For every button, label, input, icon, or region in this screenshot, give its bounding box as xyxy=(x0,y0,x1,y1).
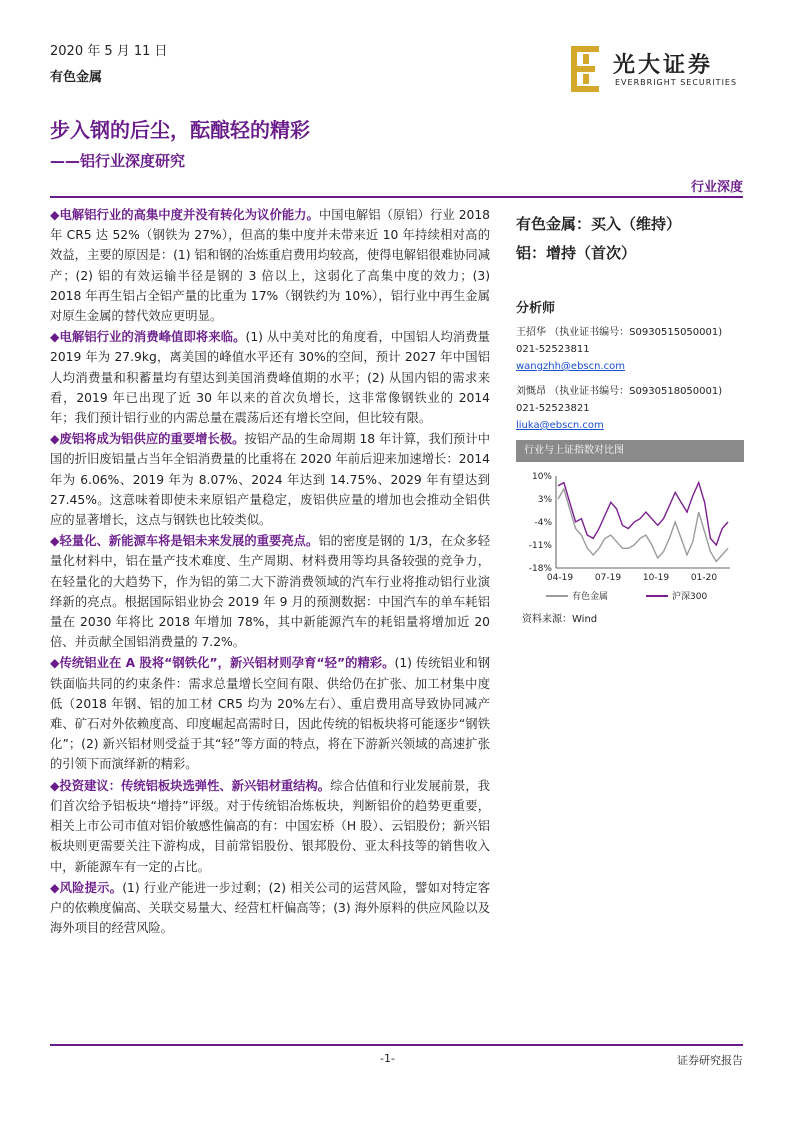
page-number: -1- xyxy=(380,1052,395,1065)
analyst-name: 刘慨昂 xyxy=(516,386,546,397)
company-logo xyxy=(567,44,747,94)
paragraph-lead: ◆电解铝行业的消费峰值即将来临。 xyxy=(50,330,246,345)
chart-source: 资料来源：Wind xyxy=(522,614,598,625)
paragraph xyxy=(50,327,490,428)
paragraph-text: (1) 传统铝业和钢铁面临共同的约束条件：需求总量增长空间有限、供给仍在扩张、加工材集中度低（2018 年钢、铝的加工材 CR5 均为 20%左右）、重启费用高导致协同减产难、矿石对外依赖度高、印度崛起高需时日，因此传统的铝板块将可能逐步“钢铁化”；(2) 新兴铝材则受益于其“轻”等方面的特点，将在下游新兴领域的高速扩张的引领下而演绎新的精彩。 xyxy=(50,656,490,772)
logo-mark-icon xyxy=(567,44,607,94)
sector-label: 有色金属 xyxy=(50,70,103,85)
analyst-cert: （执业证书编号：S0930515050001) xyxy=(549,327,723,338)
y-tick-label: -4% xyxy=(534,518,552,528)
analyst-email-link[interactable]: liuka@ebscn.com xyxy=(516,420,604,431)
paragraph-text: 中国电解铝（原铝）行业 2018 年 CR5 达 52%（钢铁为 27%），但高的集中度并未带来近 10 年持续相对高的效益，主要的原因是：(1) 铝和钢的冶炼重启费用均较高，使得电解铝很难协同减产；(2) 铝的有效运输半径是钢的 3 倍以上，这弱化了高集中度的效力；(3) 2018 年再生铝占全铝产量的比重为 17%（钢铁约为 10%），铝行业中再生金属对原生金属的替代效应更明显。 xyxy=(50,208,490,324)
aluminum-rating: 铝：增持（首次） xyxy=(516,244,637,262)
paragraph xyxy=(50,205,490,326)
x-tick-label: 01-20 xyxy=(690,573,718,583)
index-comparison-chart xyxy=(516,440,744,625)
y-tick-label: -18% xyxy=(528,564,552,574)
analyst-cert: （执业证书编号：S0930518050001) xyxy=(549,386,723,397)
x-tick-label: 07-19 xyxy=(594,573,622,583)
legend-label: 沪深300 xyxy=(672,592,708,602)
legend-label: 有色金属 xyxy=(572,592,609,602)
analyst-card xyxy=(516,383,746,434)
analyst-phone: 021-52523821 xyxy=(516,403,590,414)
x-tick-label: 10-19 xyxy=(642,573,670,583)
footer-divider xyxy=(50,1044,743,1046)
paragraph-lead: ◆风险提示。 xyxy=(50,880,123,895)
analyst-heading: 分析师 xyxy=(516,301,556,316)
summary-body xyxy=(50,205,490,939)
paragraph xyxy=(50,776,490,877)
analyst-card xyxy=(516,324,746,375)
chart-header: 行业与上证指数对比图 xyxy=(516,440,744,462)
paragraph-lead: ◆废铝将成为铝供应的重要增长极。 xyxy=(50,432,245,447)
report-type-tag: 行业深度 xyxy=(690,180,743,195)
header-divider xyxy=(50,196,743,198)
paragraph xyxy=(50,531,490,652)
analyst-name: 王招华 xyxy=(516,327,546,338)
paragraph-lead: ◆投资建议：传统铝板块选弹性、新兴铝材重结构。 xyxy=(50,778,331,793)
paragraph-lead: ◆传统铝业在 A 股将“钢铁化”，新兴铝材则孕育“轻”的精彩。 xyxy=(50,656,395,671)
y-tick-label: 10% xyxy=(531,472,552,482)
paragraph-text: 按铝产品的生命周期 18 年计算，我们预计中国的折旧废铝量占当年全铝消费量的比重将在 2020 年前后迎来加速增长：2014 年为 6.06%、2019 年为 8.07%、2024 年达到 14.75%、2029 年有望达到 27.45%。这意味着即使未来原铝产量稳定，废铝供应量的增加也会推动全铝供应的显著增长，这点与钢铁也比较类似。 xyxy=(50,432,490,528)
series-line xyxy=(558,483,728,545)
sector-rating: 有色金属：买入（维持） xyxy=(516,215,682,233)
chart-plot xyxy=(516,462,744,612)
report-date: 2020 年 5 月 11 日 xyxy=(50,44,168,59)
paragraph xyxy=(50,653,490,774)
paragraph-text: 铝的密度是钢的 1/3，在众多轻量化材料中，铝在量产技术难度、生产周期、材料费用等均具备较强的竞争力，在轻量化的大趋势下，作为铝的第二大下游消费领域的汽车行业将推动铝行业演绎新的亮点。根据国际铝业协会 2019 年 9 月的预测数据：中国汽车的单车耗铝量在 2030 年将比 2018 年增加 78%，其中新能源汽车的耗铝量将增加近 20 倍、并贡献全国铝消费量的 7.2%。 xyxy=(50,534,490,650)
paragraph xyxy=(50,878,490,939)
y-tick-label: 3% xyxy=(537,495,552,505)
footer-label: 证券研究报告 xyxy=(677,1054,743,1067)
paragraph xyxy=(50,429,490,530)
paragraph-text: (1) 从中美对比的角度看，中国铝人均消费量 2019 年为 27.9kg，离美国的峰值水平还有 30%的空间，预计 2027 年中国铝人均消费量和积蓄量均有望达到美国消费峰值期的水平；(2) 从国内铝的需求来看，2019 年已出现了近 30 年以来的首次负增长，这非常像钢铁业的 2014 年；我们预计铝行业的内需总量在震荡后还有增长空间，但比较有限。 xyxy=(50,330,490,426)
logo-name-cn: 光大证券 xyxy=(613,52,714,78)
report-subtitle: ——铝行业深度研究 xyxy=(50,152,186,170)
analyst-email-link[interactable]: wangzhh@ebscn.com xyxy=(516,361,625,372)
analyst-phone: 021-52523811 xyxy=(516,344,590,355)
paragraph-text: (1) 行业产能进一步过剩；(2) 相关公司的运营风险，譬如对特定客户的依赖度偏高、关联交易量大、经营杠杆偏高等；(3) 海外原料的供应风险以及海外项目的经营风险。 xyxy=(50,880,490,936)
y-tick-label: -11% xyxy=(528,541,552,551)
paragraph-text: 综合估值和行业发展前景，我们首次给予铝板块“增持”评级。对于传统铝冶炼板块，判断铝价的趋势更重要，相关上市公司市值对铝价敏感性偏高的有：中国宏桥（H 股）、云铝股份；新兴铝板块则更需要关注下游构成，目前常铝股份、银邦股份、亚太科技等的销售收入中，新能源车有一定的占比。 xyxy=(50,778,490,874)
x-tick-label: 04-19 xyxy=(546,573,574,583)
paragraph-lead: ◆轻量化、新能源车将是铝未来发展的重要亮点。 xyxy=(50,534,319,549)
sidebar xyxy=(516,205,746,442)
report-title: 步入钢的后尘，酝酿轻的精彩 xyxy=(50,118,310,142)
logo-name-en: EVERBRIGHT SECURITIES xyxy=(615,78,738,87)
paragraph-lead: ◆电解铝行业的高集中度并没有转化为议价能力。 xyxy=(50,208,319,222)
